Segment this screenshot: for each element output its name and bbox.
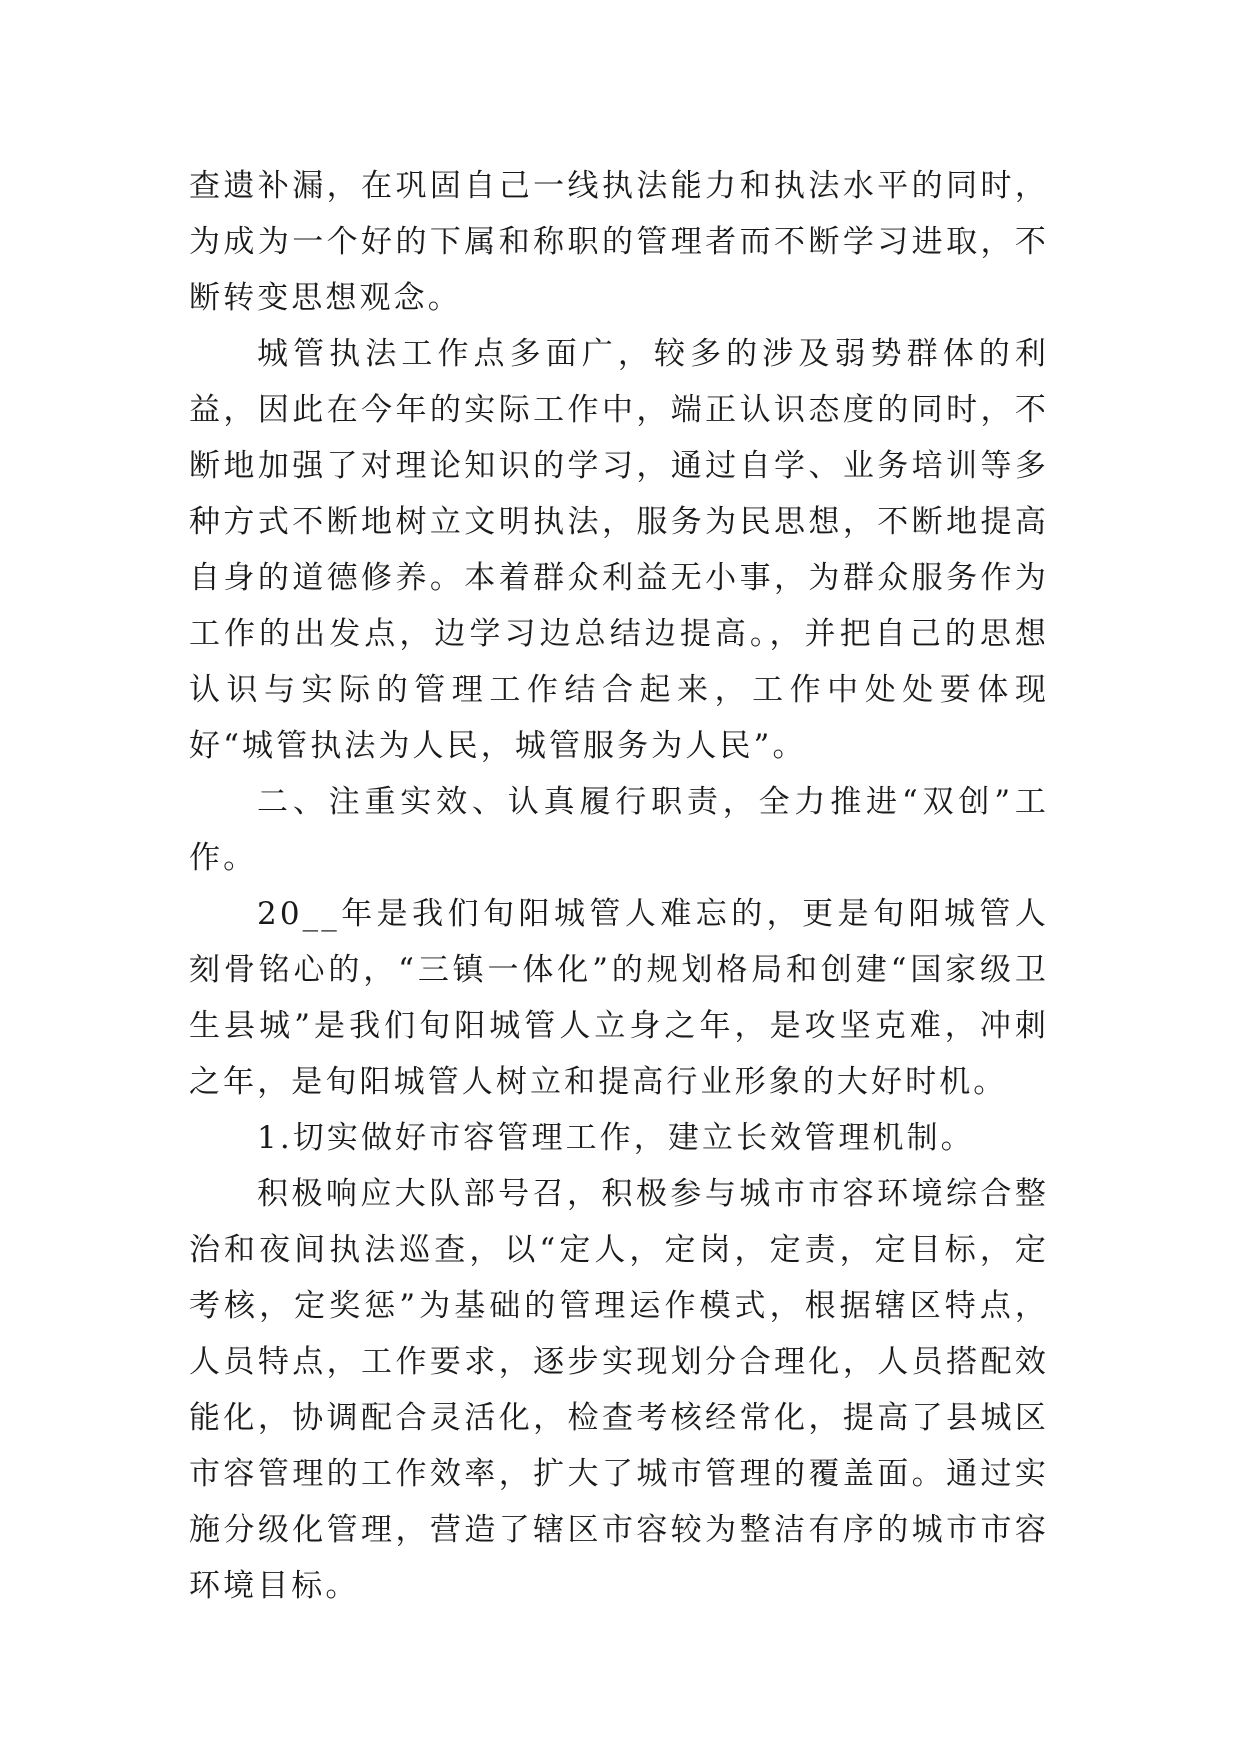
- paragraph-2: 城管执法工作点多面广，较多的涉及弱势群体的利益，因此在今年的实际工作中，端正认识态度的同时，不断地加强了对理论知识的学习，通过自学、业务培训等多种方式不断地树立文明执法，服务为民思想，不断地提高自身的道德修养。本着群众利益无小事，为群众服务作为工作的出发点，边学习边总结边提高。，并把自己的思想认识与实际的管理工作结合起来，工作中处处要体现好“城管执法为人民，城管服务为人民”。: [189, 336, 1049, 764]
- document-body: [189, 158, 1049, 1614]
- paragraph-1: 查遗补漏，在巩固自己一线执法能力和执法水平的同时，为成为一个好的下属和称职的管理者而不断学习进取，不断转变思想观念。: [189, 168, 1049, 316]
- paragraph-4: 积极响应大队部号召，积极参与城市市容环境综合整治和夜间执法巡查，以“定人，定岗，定责，定目标，定考核，定奖惩”为基础的管理运作模式，根据辖区特点，人员特点，工作要求，逐步实现划分合理化，人员搭配效能化，协调配合灵活化，检查考核经常化，提高了县城区市容管理的工作效率，扩大了城市管理的覆盖面。通过实施分级化管理，营造了辖区市容较为整洁有序的城市市容环境目标。: [189, 1176, 1049, 1604]
- subsection-heading-1: 1.切实做好市容管理工作，建立长效管理机制。: [257, 1120, 975, 1156]
- paragraph-3: 20__年是我们旬阳城管人难忘的，更是旬阳城管人刻骨铭心的，“三镇一体化”的规划格局和创建“国家级卫生县城”是我们旬阳城管人立身之年，是攻坚克难，冲刺之年，是旬阳城管人树立和提高行业形象的大好时机。: [189, 896, 1049, 1100]
- section-heading-2: 二、注重实效、认真履行职责，全力推进“双创”工作。: [189, 784, 1049, 876]
